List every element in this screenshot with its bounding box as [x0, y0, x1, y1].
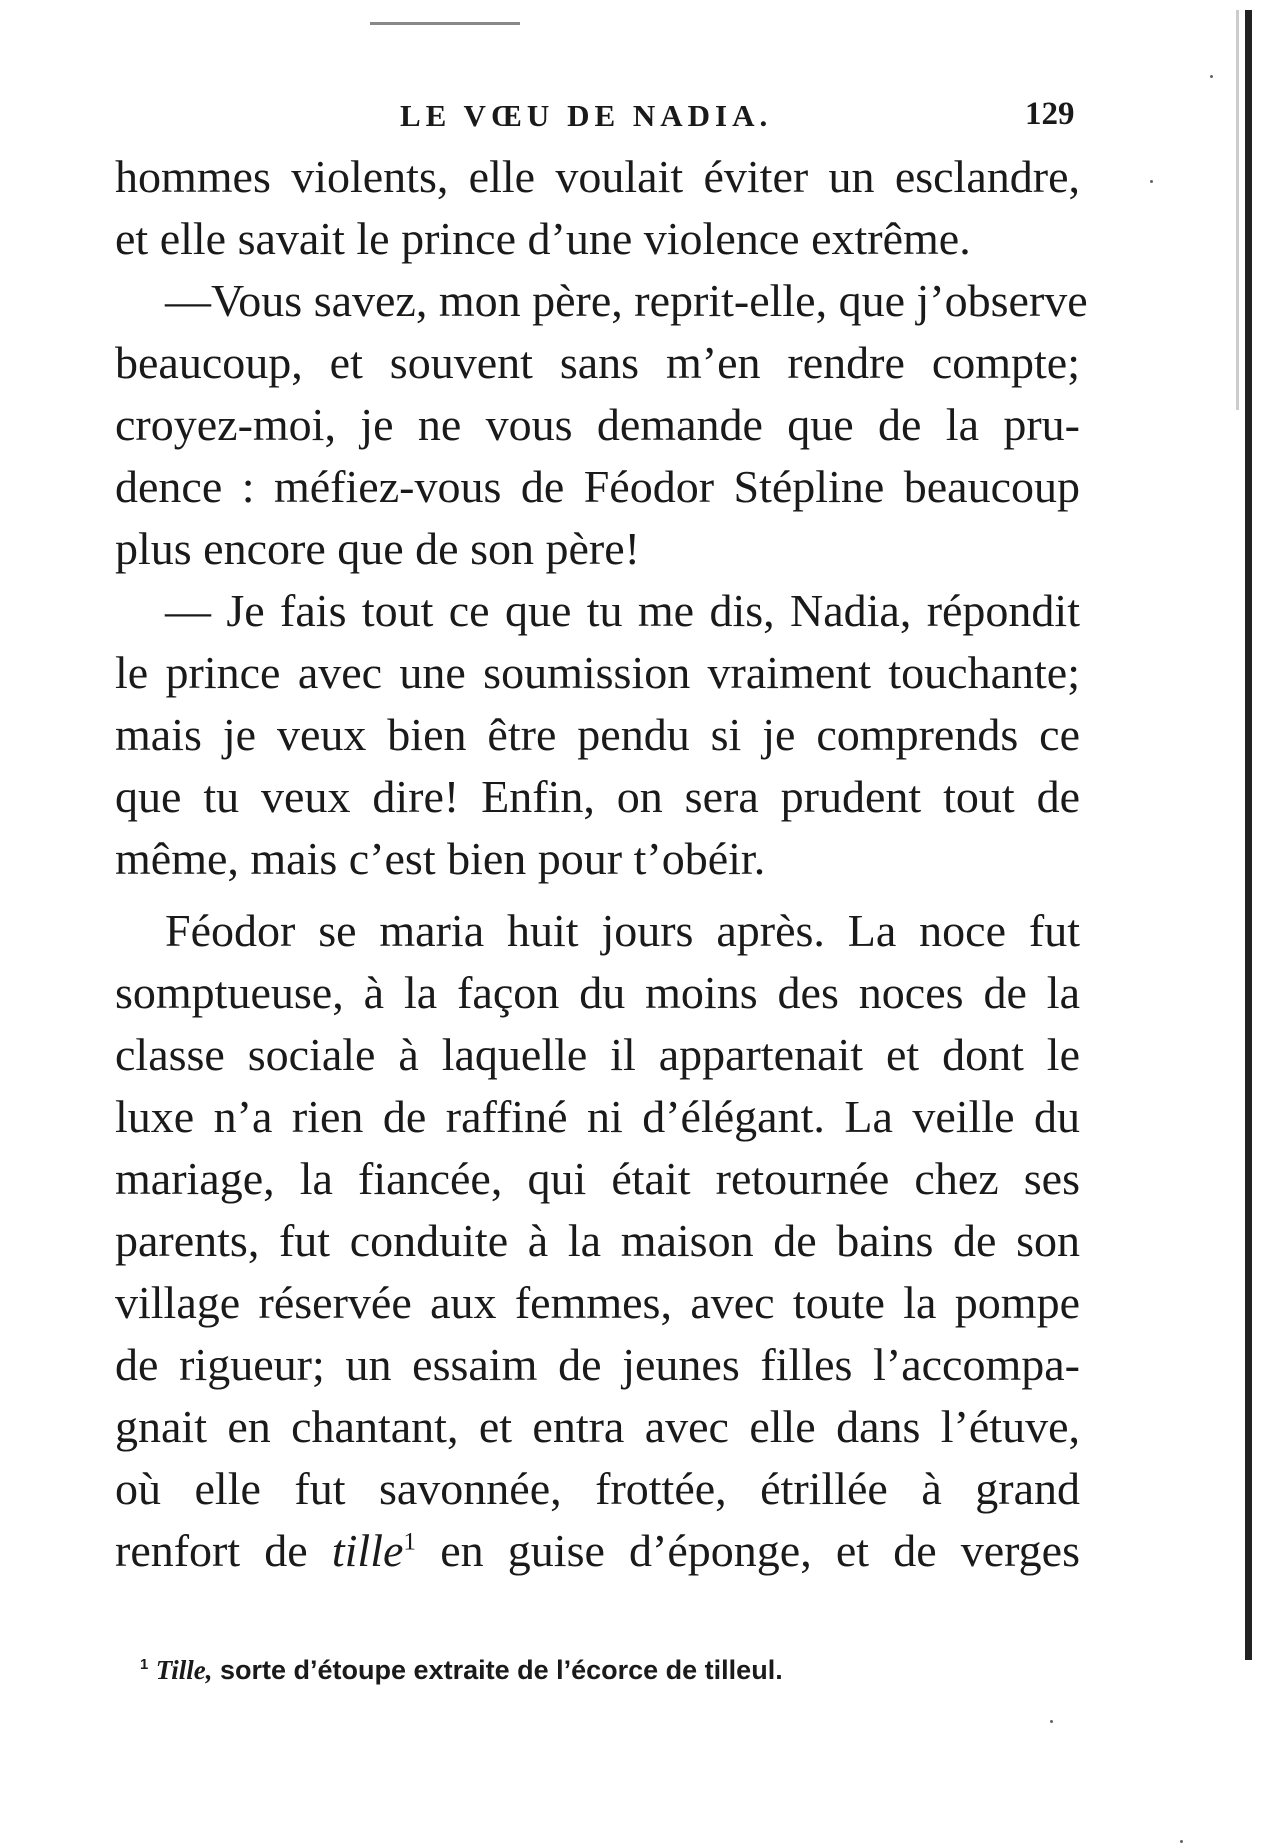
text-line: village réservée aux femmes, avec toute la pompe: [115, 1277, 1080, 1328]
italic-term: tille: [331, 1525, 404, 1576]
footnote-marker: 1: [140, 1657, 149, 1673]
scan-speck: [1180, 1840, 1183, 1843]
footnote: [140, 1655, 783, 1686]
text-line: Féodor se maria huit jours après. La noce fut: [165, 905, 1080, 956]
text-line: luxe n’a rien de raffiné ni d’élégant. La veille du: [115, 1091, 1080, 1142]
scan-artifact-mark: [370, 22, 520, 25]
text-line: croyez-moi, je ne vous demande que de la pru-: [115, 399, 1080, 450]
scan-speck: [1150, 180, 1153, 183]
footnote-reference: 1: [403, 1527, 417, 1556]
text-line: mais je veux bien être pendu si je comprends ce: [115, 709, 1080, 760]
text-line: somptueuse, à la façon du moins des noces de la: [115, 967, 1080, 1018]
scan-speck: [1210, 75, 1213, 78]
text-line: que tu veux dire! Enfin, on sera prudent tout de: [115, 771, 1080, 822]
text-line: hommes violents, elle voulait éviter un esclandre,: [115, 151, 1080, 202]
text-line: dence : méfiez-vous de Féodor Stépline beaucoup: [115, 461, 1080, 512]
text-line: classe sociale à laquelle il appartenait et dont le: [115, 1029, 1080, 1080]
text-line: le prince avec une soumission vraiment touchante;: [115, 647, 1080, 698]
text-line-last: [115, 1520, 1080, 1582]
text-line: gnait en chantant, et entra avec elle dans l’étuve,: [115, 1401, 1080, 1452]
text-line: mariage, la fiancée, qui était retournée chez ses: [115, 1153, 1080, 1204]
text-line: plus encore que de son père!: [115, 523, 640, 574]
text-line: et elle savait le prince d’une violence extrême.: [115, 213, 971, 264]
scan-speck: [1050, 1720, 1053, 1723]
body-text: [115, 146, 1088, 1582]
text-line: —Vous savez, mon père, reprit-elle, que j’observe: [165, 275, 1088, 326]
footnote-text: sorte d’étoupe extraite de l’écorce de tilleul.: [212, 1655, 783, 1685]
running-title: LE VŒU DE NADIA.: [400, 98, 773, 133]
text-line: où elle fut savonnée, frottée, étrillée à grand: [115, 1463, 1080, 1514]
text-line: beaucoup, et souvent sans m’en rendre compte;: [115, 337, 1080, 388]
text-fragment: en guise d’éponge, et de verges: [416, 1525, 1080, 1576]
page-edge-shadow-light: [1236, 10, 1239, 410]
text-line: — Je fais tout ce que tu me dis, Nadia, répondit: [165, 585, 1080, 636]
text-fragment: renfort de: [115, 1525, 332, 1576]
footnote-term: Tille,: [155, 1655, 213, 1685]
text-line: parents, fut conduite à la maison de bains de son: [115, 1215, 1080, 1266]
text-line: même, mais c’est bien pour t’obéir.: [115, 833, 766, 884]
page-edge-shadow: [1245, 10, 1252, 1660]
page-number: 129: [1025, 96, 1075, 132]
text-line: de rigueur; un essaim de jeunes filles l’accompa-: [115, 1339, 1080, 1390]
